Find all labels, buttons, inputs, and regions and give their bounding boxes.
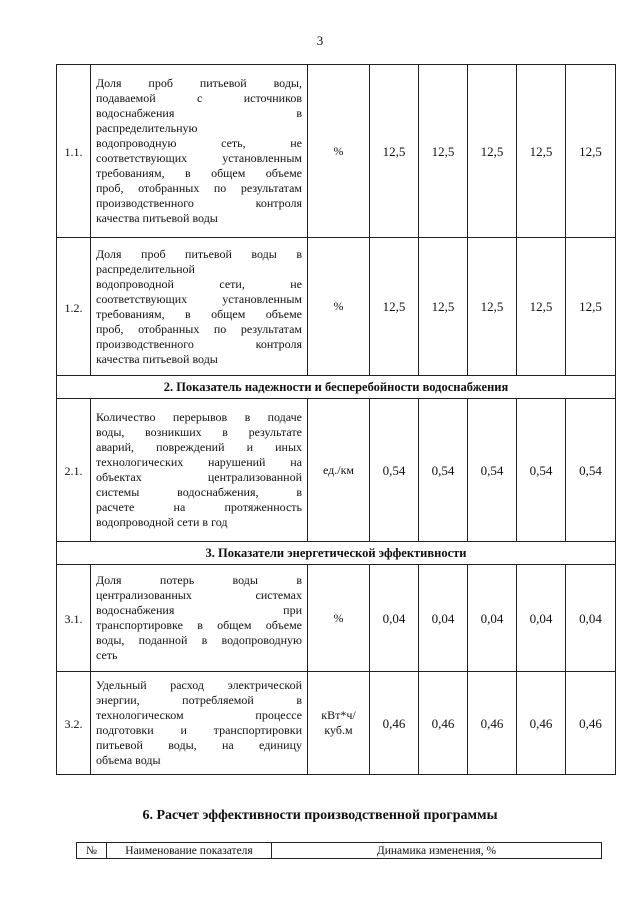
indicator-line: качества питьевой воды <box>96 211 218 225</box>
indicator-line: проб, отобранных по результатам <box>96 321 302 336</box>
indicators-table <box>56 64 616 775</box>
column-header-name: Наименование показателя <box>107 843 272 859</box>
indicator-name <box>91 565 308 672</box>
value-cell: 12,5 <box>468 238 517 376</box>
value-cell: 0,54 <box>468 399 517 542</box>
column-header-dynamics: Динамика изменения, % <box>272 843 602 859</box>
indicator-line: распределительную <box>96 121 198 135</box>
indicator-line: водопроводной сети в год <box>96 515 228 529</box>
indicator-line: системы водоснабжения, в <box>96 485 302 499</box>
value-cell: 0,54 <box>370 399 419 542</box>
indicator-line: Доля потерь воды в <box>96 573 302 587</box>
section-row <box>57 542 616 565</box>
indicator-line: Доля проб питьевой воды, <box>96 76 302 90</box>
indicator-line: подготовки и транспортировки <box>96 723 302 737</box>
indicator-line: энергии, потребляемой в <box>96 693 302 707</box>
table-row <box>57 565 616 672</box>
indicator-line: подаваемой с источников <box>96 91 302 105</box>
indicator-line: водоснабжения в <box>96 106 302 120</box>
row-number: 3.1. <box>57 565 91 672</box>
indicator-name <box>91 399 308 542</box>
section-heading: 6. Расчет эффективности производственной программы <box>142 808 498 823</box>
indicator-line: производственного контроля <box>96 336 302 351</box>
indicator-name <box>91 238 308 376</box>
table-row <box>57 399 616 542</box>
indicator-line: объема воды <box>96 753 161 767</box>
value-cell: 12,5 <box>566 238 616 376</box>
value-cell: 12,5 <box>468 65 517 238</box>
row-number: 2.1. <box>57 399 91 542</box>
value-cell: 0,54 <box>517 399 566 542</box>
value-cell: 0,46 <box>419 672 468 775</box>
indicator-line: Удельный расход электрической <box>96 678 302 692</box>
table-row <box>57 65 616 238</box>
value-cell: 0,04 <box>517 565 566 672</box>
indicator-line: распределительной <box>96 261 195 276</box>
indicator-name <box>91 672 308 775</box>
page-number: 3 <box>316 33 324 48</box>
value-cell: 0,04 <box>468 565 517 672</box>
value-cell: 0,46 <box>370 672 419 775</box>
indicator-line: транспортировке в общем объеме <box>96 618 302 632</box>
indicator-line: качества питьевой воды <box>96 351 218 366</box>
row-number: 1.1. <box>57 65 91 238</box>
indicator-line: технологических нарушений на <box>96 455 302 469</box>
indicator-line: воды, возникших в результате <box>96 425 302 439</box>
value-cell: 0,54 <box>566 399 616 542</box>
value-cell: 0,46 <box>468 672 517 775</box>
value-cell: 12,5 <box>370 65 419 238</box>
value-cell: 0,54 <box>419 399 468 542</box>
table-row <box>57 672 616 775</box>
unit-cell: % <box>308 238 370 376</box>
row-number: 1.2. <box>57 238 91 376</box>
indicator-line: проб, отобранных по результатам <box>96 181 302 195</box>
unit-cell: % <box>308 565 370 672</box>
section-title: 2. Показатель надежности и бесперебойности водоснабжения <box>57 376 616 399</box>
indicator-name <box>91 65 308 238</box>
indicator-line: требованиям, в общем объеме <box>96 166 302 180</box>
value-cell: 12,5 <box>517 238 566 376</box>
column-header-number: № <box>77 843 107 859</box>
row-number: 3.2. <box>57 672 91 775</box>
indicator-line: технологическом процессе <box>96 708 302 722</box>
indicator-line: расчете на протяженность <box>96 500 302 514</box>
table-row <box>57 238 616 376</box>
indicator-line: Количество перерывов в подаче <box>96 410 302 424</box>
indicator-line: производственного контроля <box>96 196 302 210</box>
indicator-line: соответствующих установленным <box>96 291 302 306</box>
indicator-line: централизованных системах <box>96 588 302 602</box>
indicator-line: сеть <box>96 648 118 662</box>
unit-line: кВт*ч/ <box>321 708 356 722</box>
indicator-line: воды, поданной в водопроводную <box>96 633 302 647</box>
indicator-line: водоснабжения при <box>96 603 302 617</box>
value-cell: 12,5 <box>419 65 468 238</box>
value-cell: 12,5 <box>566 65 616 238</box>
indicator-line: соответствующих установленным <box>96 151 302 165</box>
value-cell: 0,04 <box>566 565 616 672</box>
value-cell: 0,04 <box>419 565 468 672</box>
efficiency-table-header <box>76 842 602 859</box>
section-title: 3. Показатели энергетической эффективности <box>57 542 616 565</box>
value-cell: 12,5 <box>370 238 419 376</box>
indicator-line: питьевой воды, на единицу <box>96 738 302 752</box>
indicator-line: Доля проб питьевой воды в <box>96 246 302 261</box>
value-cell: 0,46 <box>566 672 616 775</box>
value-cell: 0,46 <box>517 672 566 775</box>
indicator-line: аварий, повреждений и иных <box>96 440 302 454</box>
indicator-line: водопроводной сети, не <box>96 276 302 291</box>
unit-cell: % <box>308 65 370 238</box>
indicator-line: требованиям, в общем объеме <box>96 306 302 321</box>
section-row <box>57 376 616 399</box>
value-cell: 0,04 <box>370 565 419 672</box>
unit-line: куб.м <box>324 723 353 737</box>
value-cell: 12,5 <box>517 65 566 238</box>
unit-cell: ед./км <box>308 399 370 542</box>
indicator-line: водопроводную сеть, не <box>96 136 302 150</box>
unit-cell <box>308 672 370 775</box>
value-cell: 12,5 <box>419 238 468 376</box>
indicator-line: объектах централизованной <box>96 470 302 484</box>
